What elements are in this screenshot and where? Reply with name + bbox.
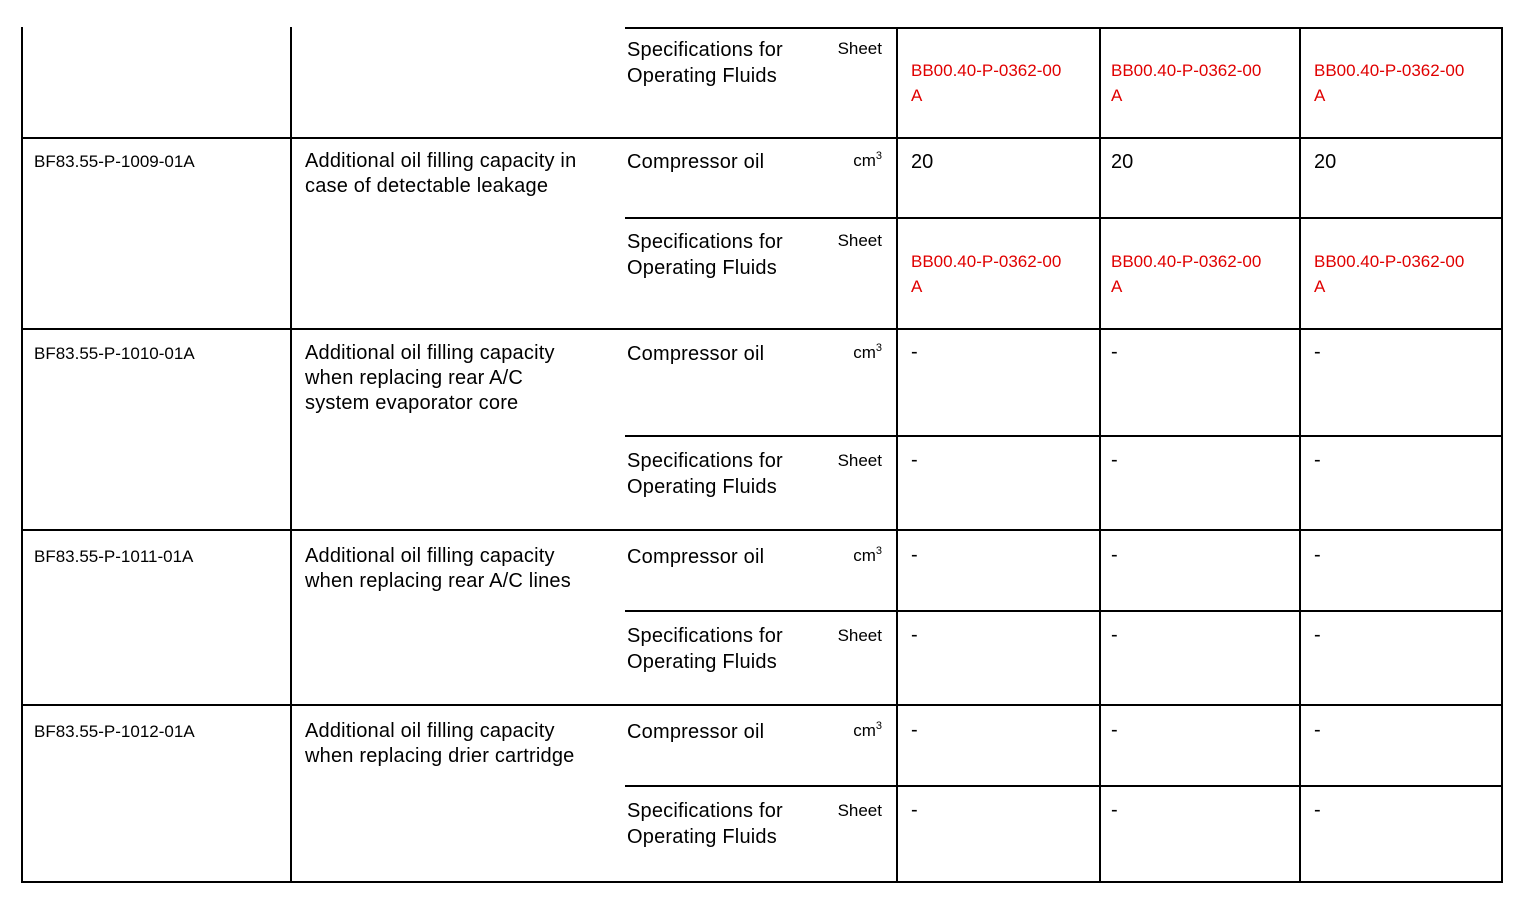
document-link[interactable]: BB00.40-P-0362-00 A <box>1314 252 1465 296</box>
param-label: Compressor oil <box>627 343 765 365</box>
row-description: Additional oil filling capacity when replacing drier cartridge <box>305 720 575 767</box>
document-link[interactable]: BB00.40-P-0362-00 A <box>1111 61 1262 105</box>
document-link[interactable]: BB00.40-P-0362-00 A <box>1111 252 1262 296</box>
document-number: BF83.55-P-1009-01A <box>34 152 195 171</box>
value-cell: - <box>911 449 918 471</box>
value-cell: - <box>1314 544 1321 566</box>
value-cell: - <box>1314 624 1321 646</box>
document-number: BF83.55-P-1011-01A <box>34 547 194 566</box>
value-cell: - <box>1111 544 1118 566</box>
document-link[interactable]: BB00.40-P-0362-00 A <box>1314 61 1465 105</box>
value-cell: - <box>1111 341 1118 363</box>
param-label: Specifications for Operating Fluids <box>627 450 783 498</box>
value-cell: - <box>1111 449 1118 471</box>
subrow-divider <box>625 217 1503 219</box>
unit-label: Sheet <box>837 39 882 58</box>
column-divider <box>1299 27 1301 883</box>
column-divider <box>896 27 898 883</box>
row-divider <box>21 328 1503 330</box>
row-description: Additional oil filling capacity when replacing rear A/C system evaporator core <box>305 342 555 414</box>
subrow-divider <box>625 610 1503 612</box>
unit-label: Sheet <box>837 801 882 820</box>
table-bottom-border <box>21 881 1503 883</box>
row-divider <box>21 529 1503 531</box>
unit-label: Sheet <box>837 231 882 250</box>
param-label: Specifications for Operating Fluids <box>627 39 783 87</box>
document-number: BF83.55-P-1010-01A <box>34 344 195 363</box>
document-link[interactable]: BB00.40-P-0362-00 A <box>911 61 1062 105</box>
value-cell: 20 <box>1111 151 1134 173</box>
value-cell: - <box>1314 719 1321 741</box>
param-label: Specifications for Operating Fluids <box>627 231 783 279</box>
subrow-divider <box>625 785 1503 787</box>
value-cell: - <box>1111 719 1118 741</box>
value-cell: - <box>1111 799 1118 821</box>
document-link[interactable]: BB00.40-P-0362-00 A <box>911 252 1062 296</box>
column-divider <box>290 27 292 883</box>
document-number: BF83.55-P-1012-01A <box>34 722 195 741</box>
subrow-divider <box>625 435 1503 437</box>
value-cell: 20 <box>1314 151 1337 173</box>
column-divider <box>21 27 23 883</box>
value-cell: - <box>1314 341 1321 363</box>
param-label: Specifications for Operating Fluids <box>627 625 783 673</box>
value-cell: - <box>911 799 918 821</box>
param-label: Compressor oil <box>627 546 765 568</box>
param-label: Compressor oil <box>627 151 765 173</box>
unit-label: $cm^3$ <box>853 545 882 565</box>
value-cell: - <box>911 544 918 566</box>
unit-label: $cm^3$ <box>853 150 882 170</box>
value-cell: - <box>1314 799 1321 821</box>
row-divider <box>21 137 1503 139</box>
param-label: Compressor oil <box>627 721 765 743</box>
value-cell: 20 <box>911 151 934 173</box>
row-description: Additional oil filling capacity when replacing rear A/C lines <box>305 545 571 592</box>
unit-label: $cm^3$ <box>853 342 882 362</box>
unit-label: Sheet <box>837 451 882 470</box>
value-cell: - <box>1111 624 1118 646</box>
unit-label: $cm^3$ <box>853 720 882 740</box>
column-divider <box>1099 27 1101 883</box>
row-description: Additional oil filling capacity in case of detectable leakage <box>305 150 577 197</box>
unit-label: Sheet <box>837 626 882 645</box>
value-cell: - <box>911 624 918 646</box>
value-cell: - <box>911 341 918 363</box>
value-cell: - <box>911 719 918 741</box>
column-divider <box>1501 27 1503 883</box>
value-cell: - <box>1314 449 1321 471</box>
param-label: Specifications for Operating Fluids <box>627 800 783 848</box>
row-divider <box>21 704 1503 706</box>
table-top-border <box>625 27 1503 29</box>
